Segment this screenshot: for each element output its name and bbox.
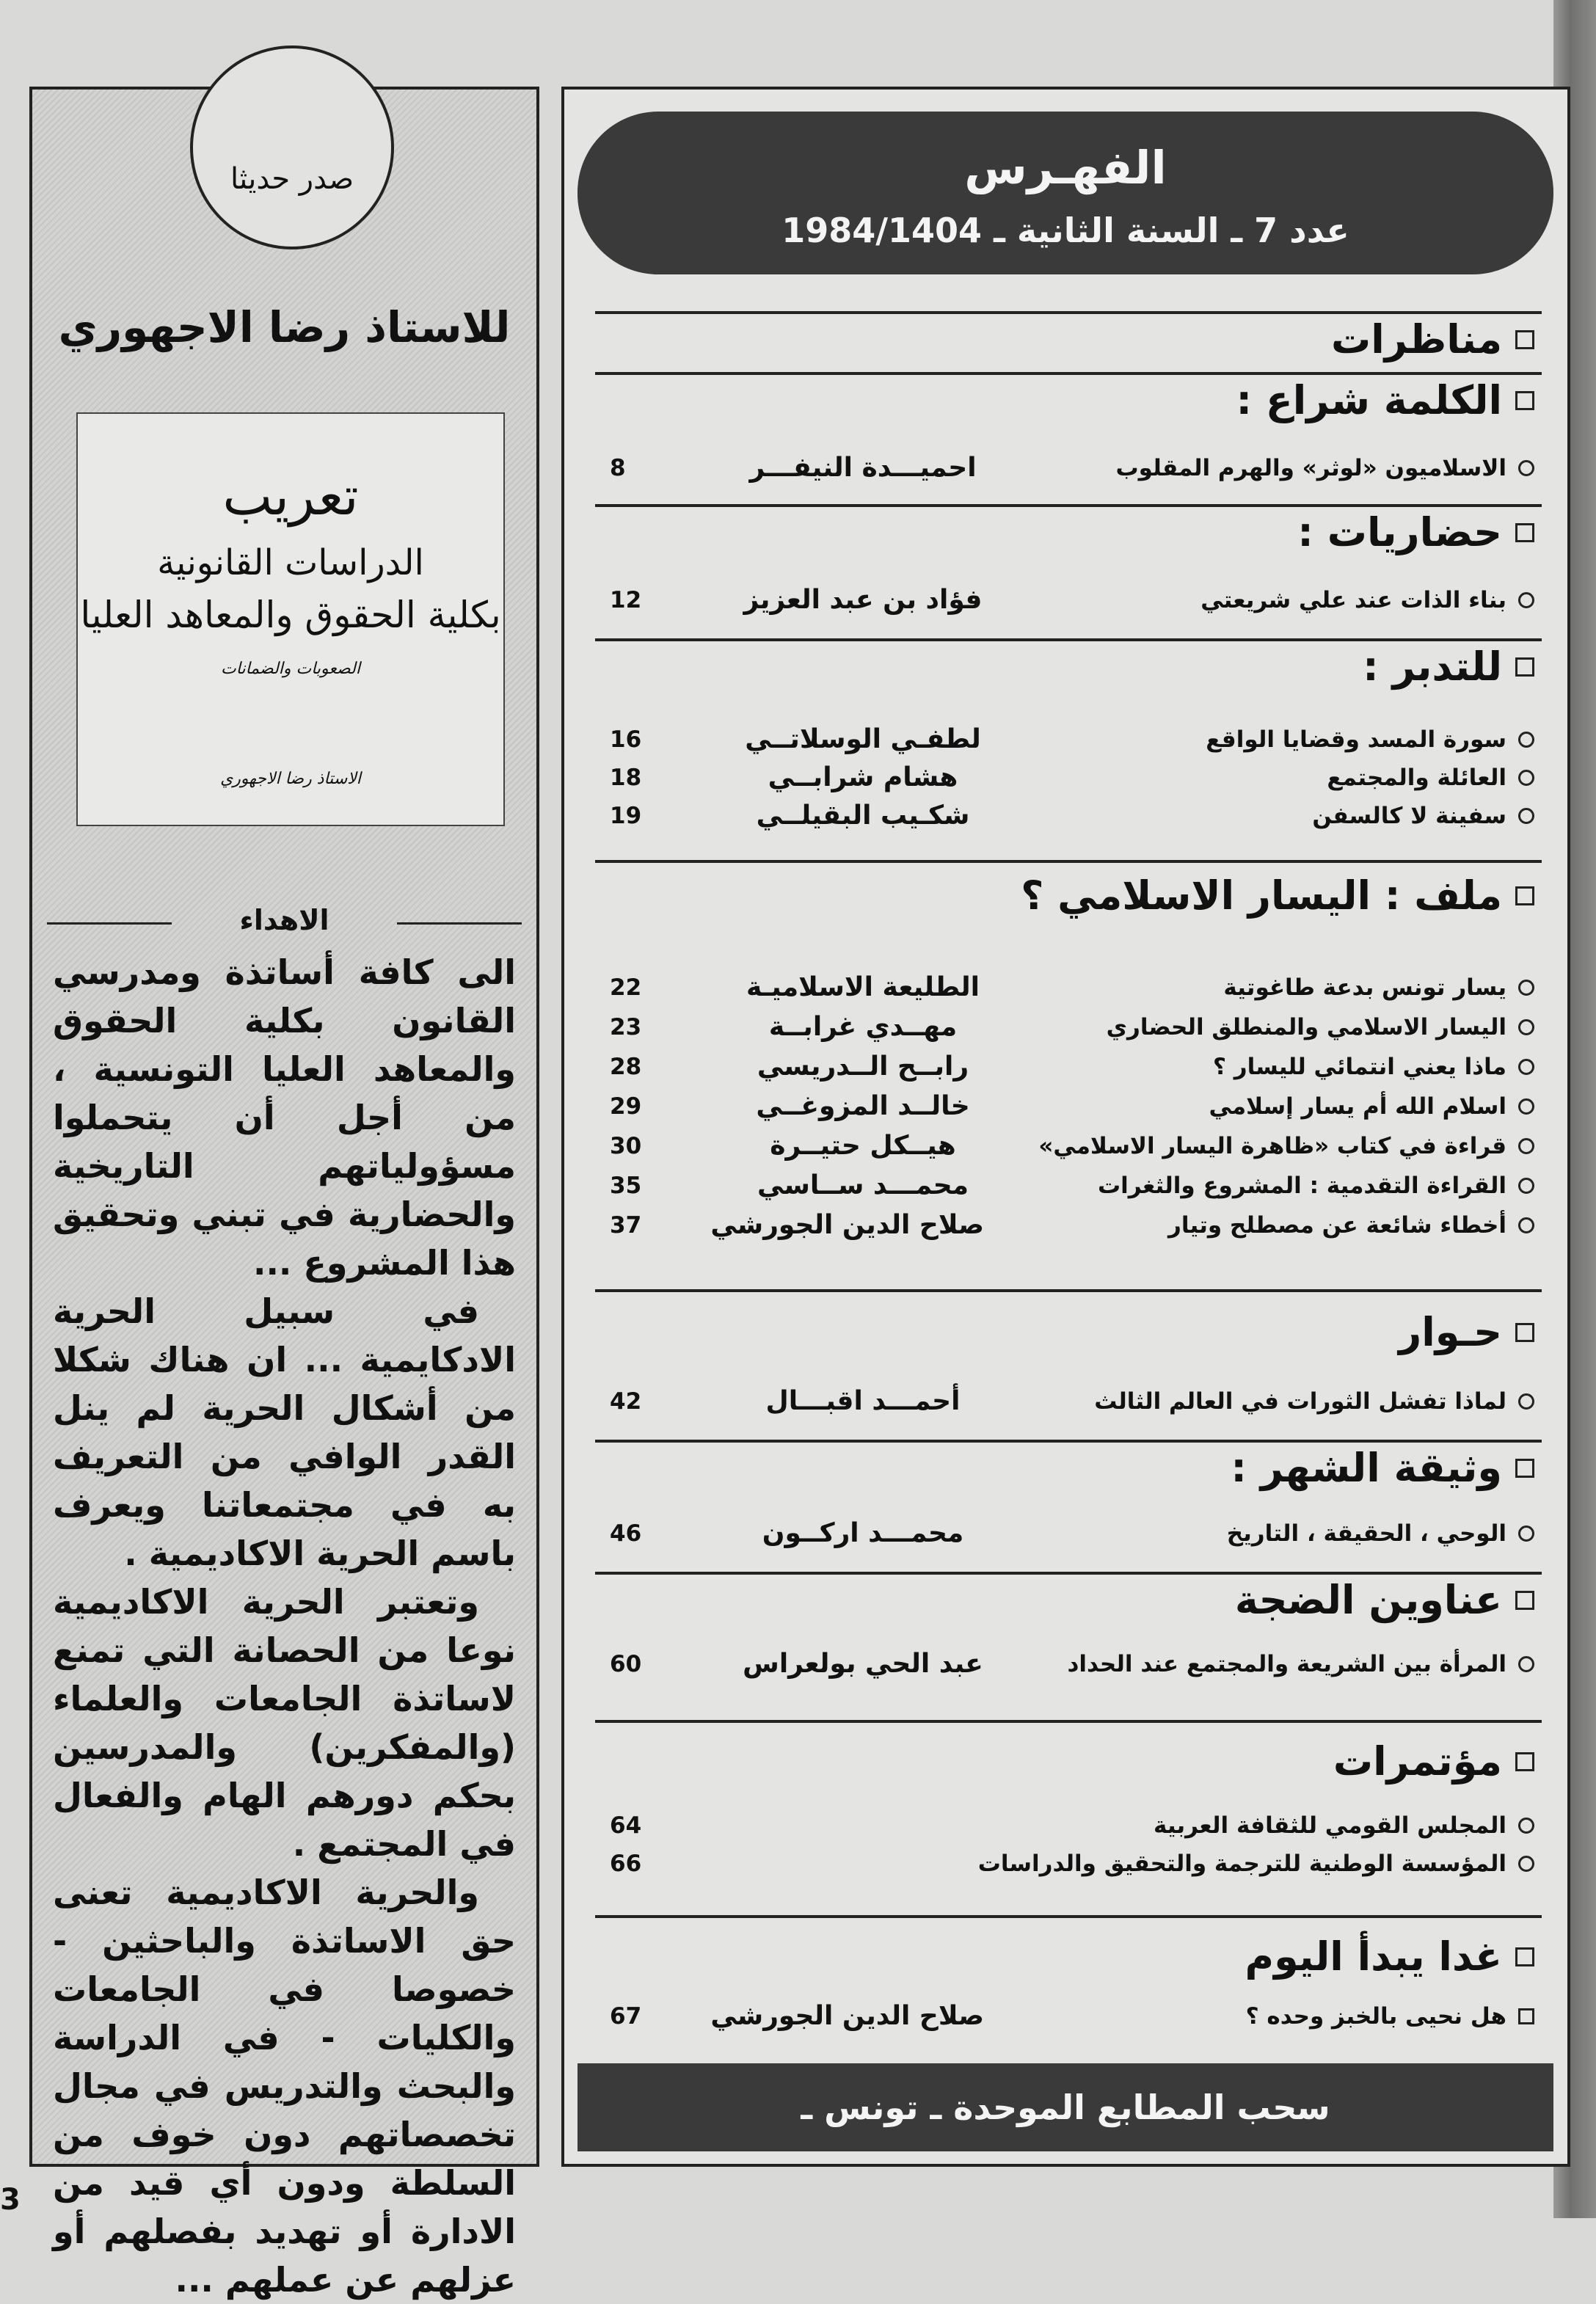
toc-entry[interactable] xyxy=(595,1997,1542,2035)
section-islamic-left-file xyxy=(595,860,1542,922)
recently-published-panel xyxy=(29,87,539,2300)
circle-bullet-icon xyxy=(1518,1856,1534,1872)
entry-page: 60 xyxy=(610,1651,642,1677)
circle-bullet-icon xyxy=(1518,592,1534,608)
section-document-of-month xyxy=(595,1440,1542,1494)
entry-author: هشام شرابــي xyxy=(768,762,958,792)
entry-author: صلاح الدين الجورشي xyxy=(710,1210,984,1240)
toc-entry[interactable] xyxy=(595,449,1542,487)
section-title: عناوين الضجة xyxy=(1234,1577,1502,1623)
book-title-line1: تعريب xyxy=(222,465,359,527)
printer-footer: سحب المطابع الموحدة ـ تونس ـ xyxy=(577,2063,1553,2151)
entry-title: الاسلاميون «لوثر» والهرم المقلوب xyxy=(1115,455,1506,481)
table-of-contents xyxy=(561,87,1570,2167)
entry-author: محمـــد ســاسي xyxy=(757,1170,969,1200)
toc-entry[interactable] xyxy=(595,759,1542,797)
checkbox-square-icon xyxy=(1515,1752,1534,1771)
entry-title: القراءة التقدمية : المشروع والثغرات xyxy=(1097,1173,1506,1199)
entry-author: لطفـي الوسلاتــي xyxy=(745,724,981,754)
dedication-paragraph: في سبيل الحرية الادكايمية ... ان هناك شكلا من أشكال الحرية لم ينل القدر الوافي من التعريف به في مجتمعاتنا ويعرف باسم الحرية الاكاديمية . xyxy=(53,1291,516,1573)
section-tadabbur xyxy=(595,638,1542,693)
entry-page: 66 xyxy=(610,1851,642,1877)
entry-title: المرأة بين الشريعة والمجتمع عند الحداد xyxy=(1067,1651,1506,1677)
book-subtitle: الصعوبات والضمانات xyxy=(221,660,360,678)
entry-title: لماذا تفشل الثورات في العالم الثالث xyxy=(1094,1388,1506,1415)
section-title: حضاريات : xyxy=(1297,509,1502,555)
entry-page: 18 xyxy=(610,765,642,791)
checkbox-square-icon xyxy=(1515,1323,1534,1342)
toc-entry[interactable] xyxy=(595,1514,1542,1553)
circle-bullet-icon xyxy=(1518,770,1534,786)
entry-title: بناء الذات عند علي شريعتي xyxy=(1200,587,1506,613)
entry-author: شكـيب البقيلــي xyxy=(756,801,970,831)
circle-bullet-icon xyxy=(1518,808,1534,824)
checkbox-square-icon xyxy=(1515,330,1534,349)
entry-author: مهــدي غرابــة xyxy=(768,1012,958,1042)
circle-bullet-icon xyxy=(1518,1656,1534,1672)
section-title: وثيقة الشهر : xyxy=(1231,1445,1502,1491)
entry-page: 35 xyxy=(610,1173,642,1199)
entry-author: هيــكل حتيــرة xyxy=(770,1131,956,1161)
entry-title: ماذا يعني انتمائي لليسار ؟ xyxy=(1212,1054,1506,1080)
toc-entry[interactable] xyxy=(595,1645,1542,1683)
entry-author: محمـــد اركــون xyxy=(762,1518,964,1548)
square-bullet-icon xyxy=(1518,2008,1534,2024)
entry-page: 12 xyxy=(610,587,642,613)
checkbox-square-icon xyxy=(1515,657,1534,677)
circle-bullet-icon xyxy=(1518,1059,1534,1075)
circle-bullet-icon xyxy=(1518,1098,1534,1115)
entry-author: عبد الحي بولعراس xyxy=(743,1649,983,1679)
entry-page: 19 xyxy=(610,803,642,829)
section-hiwar xyxy=(595,1289,1542,1358)
section-monatharat xyxy=(595,311,1542,365)
divider-line xyxy=(397,922,522,925)
entry-author: رابــح الــدريسي xyxy=(757,1051,969,1082)
entry-title: اسلام الله أم يسار إسلامي xyxy=(1209,1093,1506,1120)
toc-entry[interactable] xyxy=(595,721,1542,759)
checkbox-square-icon xyxy=(1515,523,1534,542)
toc-entry[interactable] xyxy=(595,1087,1542,1126)
entry-title: سورة المسد وقضايا الواقع xyxy=(1206,726,1506,753)
book-author-heading: للاستاذ رضا الاجهوري xyxy=(58,302,511,352)
entry-page: 23 xyxy=(610,1014,642,1040)
circle-bullet-icon xyxy=(1518,1525,1534,1542)
dedication-paragraph: وتعتبر الحرية الاكاديمية نوعا من الحصانة التي تمنع لاساتذة الجامعات والعلماء (والمفكرين) والمدرسين بحكم دورهم الهام والفعال في المجتمع . xyxy=(53,1582,516,1864)
entry-page: 67 xyxy=(610,2003,642,2030)
circle-bullet-icon xyxy=(1518,1217,1534,1233)
issue-line: عدد 7 ـ السنة الثانية ـ 1984/1404 xyxy=(781,211,1349,250)
entry-page: 30 xyxy=(610,1133,642,1159)
recently-published-seal xyxy=(190,45,394,249)
dedication-text xyxy=(53,948,516,2304)
toc-entry[interactable] xyxy=(595,1008,1542,1046)
entry-title: المجلس القومي للثقافة العربية xyxy=(1154,1812,1506,1839)
entry-title: يسار تونس بدعة طاغوتية xyxy=(1223,974,1506,1001)
circle-bullet-icon xyxy=(1518,1138,1534,1154)
entry-title: الوحي ، الحقيقة ، التاريخ xyxy=(1226,1520,1506,1547)
section-title: ملف : اليسار الاسلامي ؟ xyxy=(1021,872,1502,919)
circle-bullet-icon xyxy=(1518,1393,1534,1410)
entry-title: المؤسسة الوطنية للترجمة والتحقيق والدراسات xyxy=(977,1851,1506,1877)
entry-page: 42 xyxy=(610,1388,642,1415)
book-title-line2: الدراسات القانونية xyxy=(157,542,424,583)
checkbox-square-icon xyxy=(1515,1459,1534,1478)
entry-author: الطليعة الاسلاميـة xyxy=(746,972,980,1002)
entry-page: 29 xyxy=(610,1093,642,1120)
section-title: للتدبر : xyxy=(1363,644,1502,690)
entry-author: صلاح الدين الجورشي xyxy=(710,2001,984,2031)
checkbox-square-icon xyxy=(1515,1591,1534,1610)
checkbox-square-icon xyxy=(1515,391,1534,410)
section-title: مؤتمرات xyxy=(1333,1738,1502,1784)
toc-entry[interactable] xyxy=(595,1048,1542,1086)
circle-bullet-icon xyxy=(1518,1818,1534,1834)
toc-entry[interactable] xyxy=(595,1127,1542,1165)
page-number: 3 xyxy=(0,2183,21,2217)
entry-title: قراءة في كتاب «ظاهرة اليسار الاسلامي» xyxy=(1038,1133,1506,1159)
toc-entry[interactable] xyxy=(595,797,1542,835)
entry-page: 46 xyxy=(610,1520,642,1547)
seal-text: صدر حديثا xyxy=(230,162,354,196)
toc-entry[interactable] xyxy=(595,969,1542,1007)
section-title: الكلمة شراع : xyxy=(1236,377,1502,423)
section-kalima-shiraa xyxy=(595,372,1542,426)
circle-bullet-icon xyxy=(1518,460,1534,476)
entry-author: أحمـــد اقبـــال xyxy=(765,1386,961,1416)
section-hadariyat xyxy=(595,504,1542,558)
toc-entry[interactable] xyxy=(595,1382,1542,1421)
toc-entry[interactable] xyxy=(595,1167,1542,1205)
dedication-heading xyxy=(47,904,522,941)
circle-bullet-icon xyxy=(1518,732,1534,748)
section-tomorrow-starts-today xyxy=(595,1915,1542,1983)
checkbox-square-icon xyxy=(1515,886,1534,905)
toc-entry[interactable] xyxy=(595,1206,1542,1244)
toc-entry[interactable] xyxy=(595,1807,1542,1845)
entry-title: العائلة والمجتمع xyxy=(1327,765,1506,791)
entry-title: سفينة لا كالسفن xyxy=(1312,803,1506,829)
circle-bullet-icon xyxy=(1518,1178,1534,1194)
circle-bullet-icon xyxy=(1518,980,1534,996)
entry-page: 16 xyxy=(610,726,642,753)
entry-author: خالــد المزوغــي xyxy=(756,1091,970,1121)
entry-title: اليسار الاسلامي والمنطلق الحضاري xyxy=(1106,1014,1506,1040)
entry-page: 22 xyxy=(610,974,642,1001)
entry-title: هل نحيى بالخبز وحده ؟ xyxy=(1245,2003,1506,2030)
dedication-paragraph: والحرية الاكاديمية تعنى حق الاساتذة والباحثين - خصوصا في الجامعات والكليات - في الدراسة والبحث والتدريس في مجال تخصصاتهم دون خوف من السلطة ودون أي قيد من الادارة أو تهديد بفصلهم أو عزلهم عن عملهم ... xyxy=(53,1873,516,2300)
section-title: غدا يبدأ اليوم xyxy=(1245,1933,1502,1980)
index-title: الفهـرس xyxy=(964,141,1167,194)
dedication-paragraph: الى كافة أساتذة ومدرسي القانون بكلية الحقوق والمعاهد العليا التونسية ، من أجل أن يتحملوا مسؤولياتهم التاريخية والحضارية في تبني وتحقيق هذا المشروع ... xyxy=(53,952,516,1283)
book-cover-author: الاستاذ رضا الاجهوري xyxy=(220,770,361,788)
section-title: مناظرات xyxy=(1331,316,1502,362)
section-title: حـوار xyxy=(1399,1309,1502,1355)
book-title-line3: بكلية الحقوق والمعاهد العليا xyxy=(80,594,501,636)
entry-page: 64 xyxy=(610,1812,642,1839)
circle-bullet-icon xyxy=(1518,1019,1534,1035)
book-cover xyxy=(76,412,505,826)
dedication-label: الاهداء xyxy=(239,904,329,936)
toc-entry[interactable] xyxy=(595,1845,1542,1883)
checkbox-square-icon xyxy=(1515,1947,1534,1966)
entry-page: 37 xyxy=(610,1212,642,1239)
section-conferences xyxy=(595,1720,1542,1787)
section-controversy-titles xyxy=(595,1572,1542,1626)
toc-entry[interactable] xyxy=(595,581,1542,619)
entry-title: أخطاء شائعة عن مصطلح وتيار xyxy=(1168,1212,1506,1239)
divider-line xyxy=(47,922,172,925)
entry-page: 28 xyxy=(610,1054,642,1080)
entry-author: فؤاد بن عبد العزيز xyxy=(743,585,983,615)
entry-author: احميـــدة النيفـــر xyxy=(749,453,977,483)
index-header xyxy=(577,112,1553,274)
entry-page: 8 xyxy=(610,455,626,481)
